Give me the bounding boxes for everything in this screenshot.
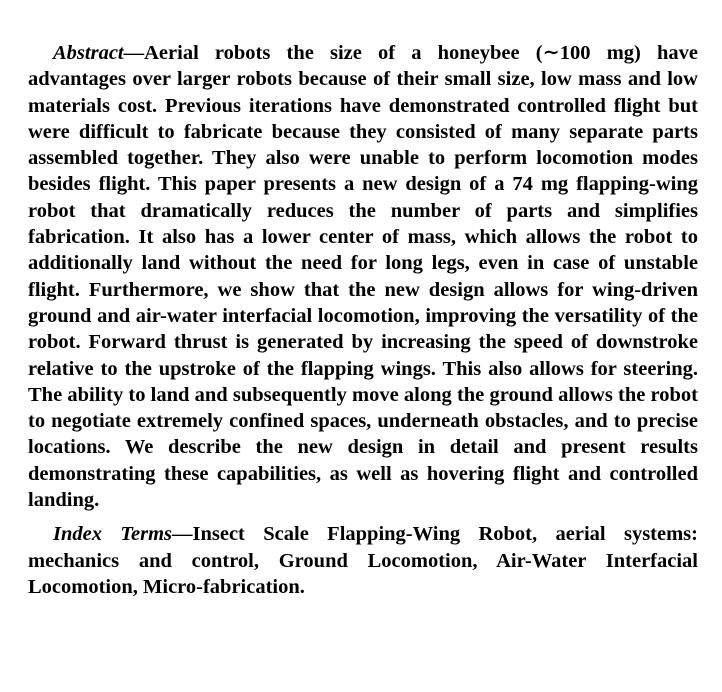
paper-abstract-page [28, 40, 698, 600]
abstract-paragraph [28, 40, 698, 513]
abstract-label: Abstract [53, 42, 124, 64]
index-terms-dash: — [172, 523, 193, 546]
abstract-dash: — [123, 42, 145, 64]
index-terms-label: Index Terms [53, 523, 172, 546]
index-terms-text: Insect Scale Flapping-Wing Robot, aerial systems: mechanics and control, Ground Locomotion, Air-Water Interfacial Locomotion, Micro-fabrication. [28, 523, 698, 598]
index-terms-paragraph [28, 521, 698, 600]
abstract-text: Aerial robots the size of a honeybee (∼100 mg) have advantages over larger robots because of their small size, low mass and low materials cost. Previous iterations have demonstrated controlled flight but were difficult to fabricate because they consisted of many separate parts assembled together. They also were unable to perform locomotion modes besides flight. This paper presents a new design of a 74 mg flapping-wing robot that dramatically reduces the number of parts and simplifies fabrication. It also has a lower center of mass, which allows the robot to additionally land without the need for long legs, even in case of unstable flight. Furthermore, we show that the new design allows for wing-driven ground and air-water interfacial locomotion, improving the versatility of the robot. Forward thrust is generated by increasing the speed of downstroke relative to the upstroke of the flapping wings. This also allows for steering. The ability to land and subsequently move along the ground allows the robot to negotiate extremely confined spaces, underneath obstacles, and to precise locations. We describe the new design in detail and present results demonstrating these capabilities, as well as hovering flight and controlled landing. [28, 42, 698, 512]
